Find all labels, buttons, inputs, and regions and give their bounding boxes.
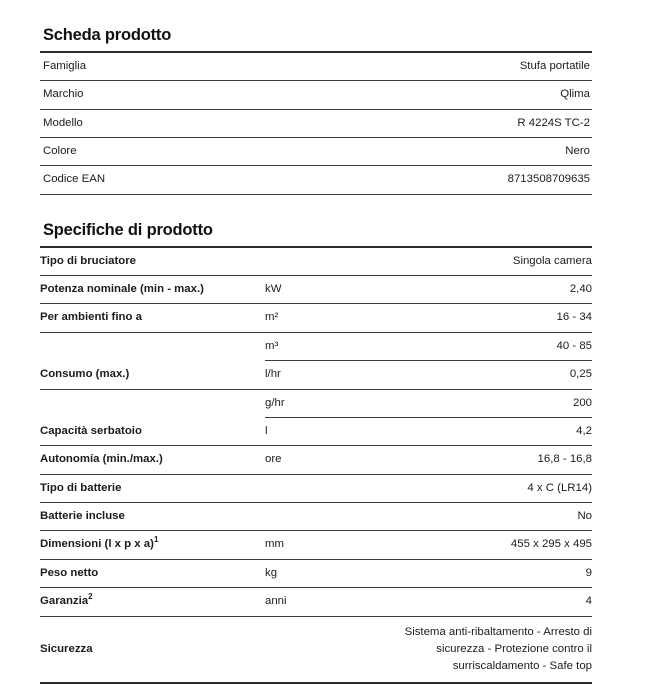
section-title: Specifiche di prodotto: [40, 221, 592, 248]
row-unit: kg: [265, 559, 380, 587]
row-unit: g/hr: [265, 389, 380, 417]
table-row: [40, 109, 592, 137]
row-value: 16,8 - 16,8: [380, 446, 592, 474]
table-row: [40, 53, 592, 81]
table-row: [40, 304, 592, 332]
row-unit: ore: [265, 446, 380, 474]
table-row: [40, 559, 592, 587]
table-row: [40, 332, 592, 360]
row-label: Codice EAN: [40, 166, 265, 194]
row-label: Tipo di bruciatore: [40, 248, 265, 276]
row-value-line: Sistema anti-ribaltamento - Arresto di: [404, 625, 592, 638]
table-row: [40, 474, 592, 502]
table-row: [40, 446, 592, 474]
row-label: Colore: [40, 137, 265, 165]
table-row: [40, 389, 592, 417]
row-label: Tipo di batterie: [40, 474, 265, 502]
row-label: [40, 389, 265, 417]
row-value: 0,25: [380, 361, 592, 389]
row-label: Autonomía (min./max.): [40, 446, 265, 474]
row-unit: anni: [265, 588, 380, 616]
row-unit: [265, 248, 380, 276]
row-label: Sicurezza: [40, 616, 265, 683]
row-value: Singola camera: [380, 248, 592, 276]
row-value: Stufa portatile: [265, 53, 592, 81]
section-product-sheet: [40, 26, 592, 195]
table-row: [40, 137, 592, 165]
row-value: R 4224S TC-2: [265, 109, 592, 137]
row-label-footnote-marker: 2: [88, 592, 93, 602]
row-label: Potenza nominale (min - max.): [40, 275, 265, 303]
row-unit: m³: [265, 332, 380, 360]
row-label: [40, 588, 265, 616]
table-row: [40, 531, 592, 559]
row-value: 2,40: [380, 275, 592, 303]
table-row: [40, 166, 592, 194]
row-unit: [265, 503, 380, 531]
row-value-line: sicurezza - Protezione contro il: [436, 642, 592, 655]
row-label: [40, 531, 265, 559]
row-label: [40, 332, 265, 360]
section-title: Scheda prodotto: [40, 26, 592, 53]
section-product-specs: [40, 221, 592, 684]
row-unit: [265, 474, 380, 502]
table-row: [40, 503, 592, 531]
row-label-text: Garanzia: [40, 595, 89, 608]
row-label: Marchio: [40, 81, 265, 109]
row-value: 4 x C (LR14): [380, 474, 592, 502]
table-row: [40, 248, 592, 276]
row-value: 9: [380, 559, 592, 587]
row-label: Famiglia: [40, 53, 265, 81]
table-row: [40, 417, 592, 445]
row-value: 455 x 295 x 495: [380, 531, 592, 559]
row-unit: kW: [265, 275, 380, 303]
row-value: 40 - 85: [380, 332, 592, 360]
spec-table-product-specs: [40, 248, 592, 684]
table-row: [40, 361, 592, 389]
row-label: Per ambienti fino a: [40, 304, 265, 332]
row-label-text: Dimensioni (l x p x a): [40, 538, 154, 551]
row-unit: l: [265, 417, 380, 445]
row-label: Capacità serbatoio: [40, 417, 265, 445]
row-value: Nero: [265, 137, 592, 165]
row-value: 4: [380, 588, 592, 616]
table-row: [40, 588, 592, 616]
row-value: 200: [380, 389, 592, 417]
row-unit: m²: [265, 304, 380, 332]
row-label: Modello: [40, 109, 265, 137]
row-unit: l/hr: [265, 361, 380, 389]
spec-table-product-sheet: [40, 53, 592, 195]
row-value: Qlima: [265, 81, 592, 109]
row-label: Batterie incluse: [40, 503, 265, 531]
table-row: [40, 81, 592, 109]
row-value: 8713508709635: [265, 166, 592, 194]
row-value: 16 - 34: [380, 304, 592, 332]
row-label: Peso netto: [40, 559, 265, 587]
row-label-footnote-marker: 1: [153, 535, 159, 545]
table-row: [40, 275, 592, 303]
row-value: No: [380, 503, 592, 531]
row-unit: mm: [265, 531, 380, 559]
row-value: 4,2: [380, 417, 592, 445]
row-label: Consumo (max.): [40, 361, 265, 389]
row-value-line: surriscaldamento - Safe top: [452, 659, 592, 672]
sections-container: [40, 26, 592, 684]
